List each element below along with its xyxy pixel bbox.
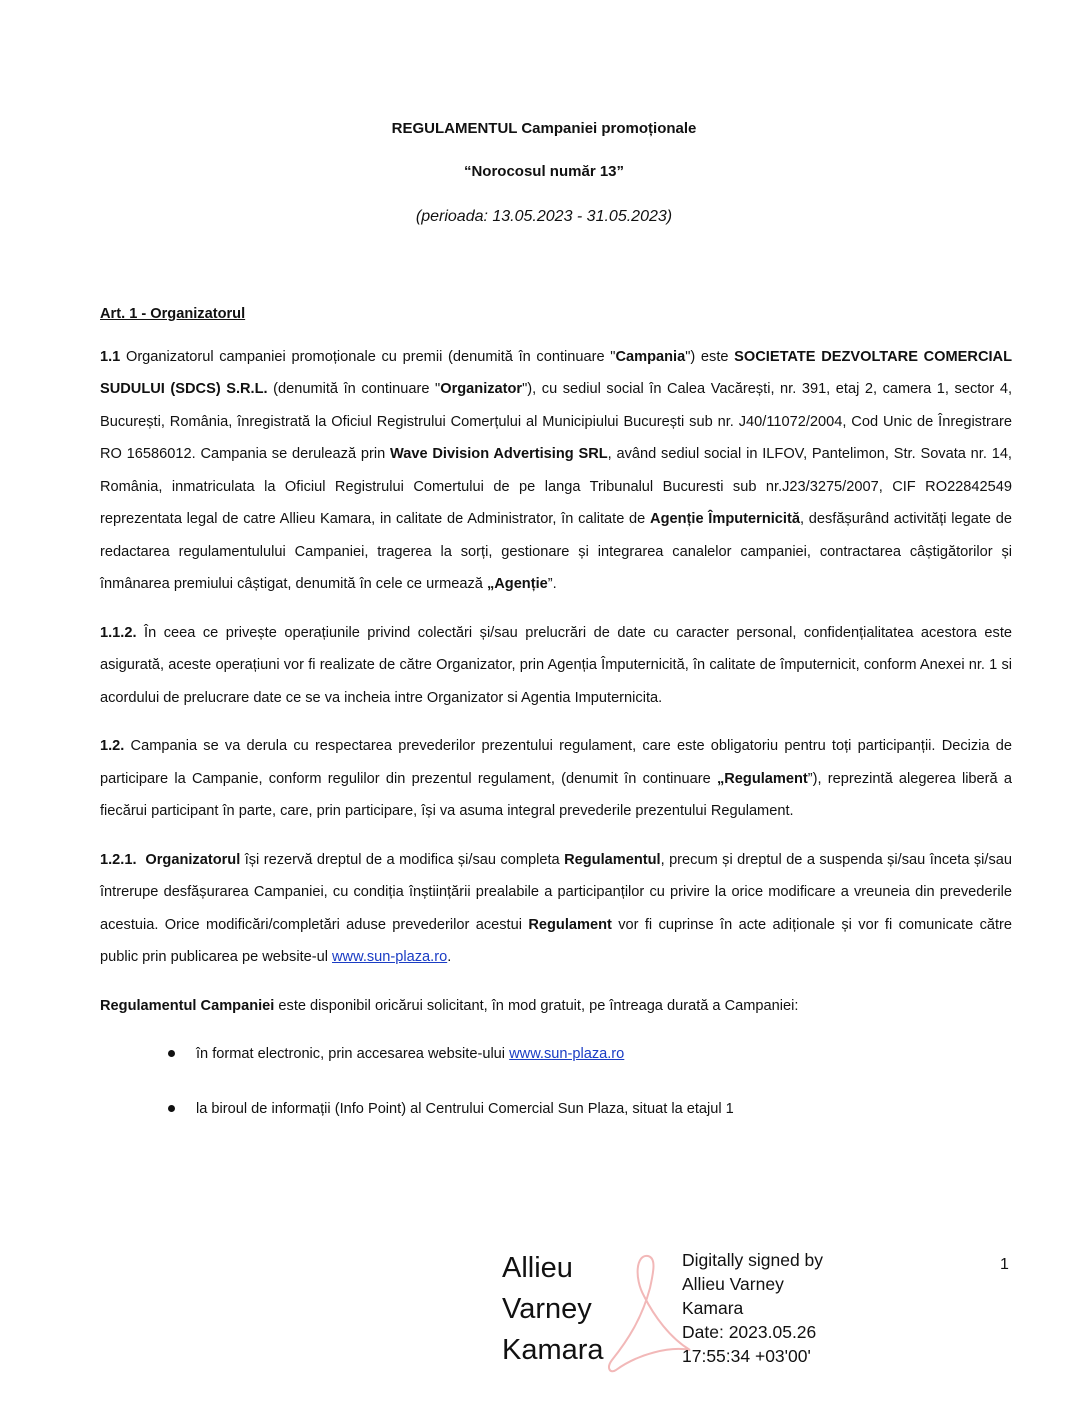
- paragraph-1-1: 1.1 Organizatorul campaniei promoționale cu premii (denumită în continuare "Campania") este SOCIETATE DEZVOLTARE COMERCIAL SUDULUI (SDCS) S.R.L. (denumită în continuare "Organizator"), cu sediul social în Calea Vacărești, nr. 391, etaj 2, camera 1, sector 4, București, România, înregistrată la Oficiul Registrului Comerțului al Municipiului București sub nr. J40/11072/2004, Cod Unic de Înregistrare RO 16586012. Campania se derulează prin Wave Division Advertising SRL, având sediul social in ILFOV, Pantelimon, Str. Sovata nr. 14, România, inmatriculata la Oficiul Registrului Comertului de pe langa Tribunalul Bucuresti sub nr.J23/3275/2007, CIF RO22842549 reprezentata legal de catre Allieu Kamara, in calitate de Administrator, în calitate de Agenție Împuternicită, desfășurând activități legate de redactarea regulamentulului Campaniei, tragerea la sorți, gestionare și integrarea canalelor campaniei, contractarea câștigătorilor și înmânarea premiului câștigat, denumită în cele ce urmează „Agenție”.: [100, 348, 1012, 592]
- list-item: la biroul de informații (Info Point) al Centrului Comercial Sun Plaza, situat la etajul 1: [100, 1093, 1012, 1126]
- paragraph-1-1-2: 1.1.2. În ceea ce privește operațiunile privind colectări și/sau prelucrări de date cu caracter personal, confidențialitatea acestora este asigurată, aceste operațiuni vor fi realizate de către Organizator, prin Agenția Împuternicită, în calitate de împuternicit, conform Anexei nr. 1 si acordului de prelucrare date ce se va incheia intre Organizator si Agentia Imputernicita.: [100, 624, 1012, 706]
- website-link[interactable]: www.sun-plaza.ro: [509, 1046, 625, 1062]
- list-item: în format electronic, prin accesarea website-ului www.sun-plaza.ro: [100, 1038, 1012, 1071]
- signature-details: Digitally signed by Allieu Varney Kamara Date: 2023.05.26 17:55:34 +03'00': [682, 1250, 824, 1366]
- availability-paragraph: Regulamentul Campaniei este disponibil oricărui solicitant, în mod gratuit, pe întreaga durată a Campaniei:: [100, 997, 799, 1014]
- section-number: 1.1: [100, 348, 121, 365]
- document-title: REGULAMENTUL Campaniei promoționale: [391, 120, 697, 137]
- article-heading: Art. 1 - Organizatorul: [100, 306, 246, 322]
- paragraph-1-2: 1.2. Campania se va derula cu respectarea prevederilor prezentului regulament, care este obligatoriu pentru toți participanții. Decizia de participare la Campanie, conform regulilor din prezentul regulament, (denumit în continuare „Regulament”), reprezintă alegerea liberă a fiecărui participant în parte, care, prin participare, își va asuma integral prevederile prezentului Regulament.: [100, 738, 1012, 819]
- page-number: 1: [1000, 1256, 1009, 1273]
- availability-list: [100, 1038, 1012, 1125]
- section-number: 1.2.: [100, 738, 125, 754]
- website-link[interactable]: www.sun-plaza.ro: [332, 949, 448, 965]
- document-body: [100, 298, 1012, 1147]
- campaign-period: (perioada: 13.05.2023 - 31.05.2023): [415, 208, 673, 225]
- bullet-icon: [168, 1050, 175, 1057]
- bullet-icon: [168, 1105, 175, 1112]
- campaign-name: “Norocosul număr 13”: [463, 163, 625, 180]
- signer-name: Allieu Varney Kamara: [502, 1252, 604, 1366]
- paragraph-1-2-1: 1.2.1. Organizatorul își rezervă dreptul de a modifica și/sau completa Regulamentul, precum și dreptul de a suspenda și/sau înceta și/sau întrerupe desfășurarea Campaniei, cu condiția înștiințării prealabile a participanților cu privire la orice modificare a vreuneia din prevederile acestuia. Orice modificări/completări aduse prevederilor acestui Regulament vor fi cuprinse în acte adiționale și vor fi comunicate către public prin publicarea pe website-ul www.sun-plaza.ro.: [100, 851, 1013, 965]
- section-number: 1.1.2.: [100, 624, 137, 641]
- section-number: 1.2.1.: [100, 851, 137, 868]
